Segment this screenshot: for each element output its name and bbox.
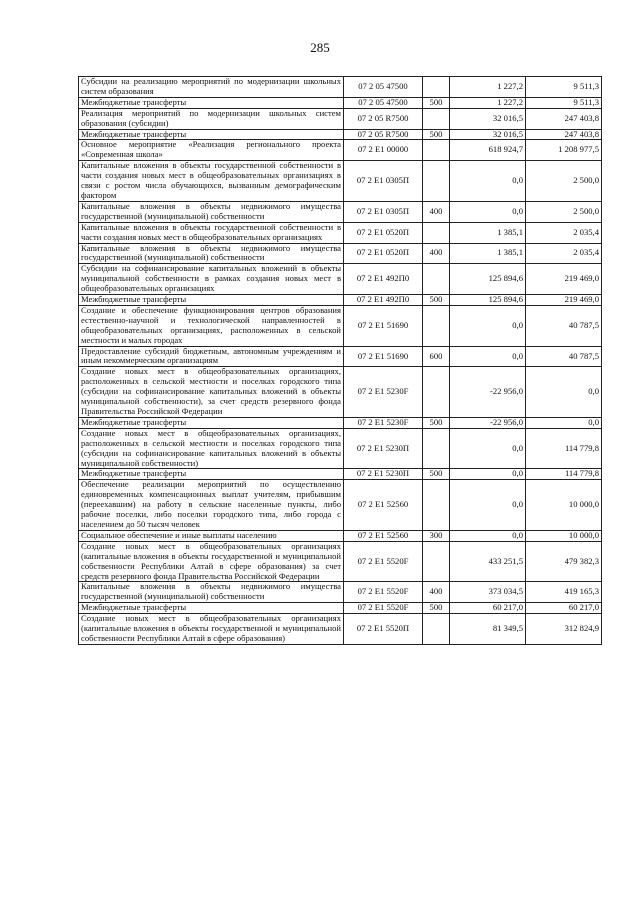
expense-type-cell: 500 [423,295,450,306]
expense-type-cell: 500 [423,469,450,480]
row-name-cell: Субсидии на софинансирование капитальных вложений в объекты муниципальной собственности в рамках создания новых мест в общеобразовательных организациях [79,264,344,295]
amount-year2-cell: 114 779,8 [526,469,602,480]
table-row [79,243,602,264]
row-name-cell: Межбюджетные трансферты [79,295,344,306]
table-row [79,417,602,428]
amount-year2-cell: 9 511,3 [526,77,602,98]
amount-year1-cell: 1 227,2 [450,77,526,98]
target-code-cell: 07 2 05 47500 [344,77,423,98]
amount-year1-cell: -22 956,0 [450,417,526,428]
amount-year2-cell: 2 500,0 [526,161,602,202]
table-row [79,77,602,98]
target-code-cell: 07 2 E1 5230F [344,417,423,428]
table-row [79,108,602,129]
expense-type-cell [423,140,450,161]
amount-year2-cell: 2 500,0 [526,201,602,222]
amount-year1-cell: 60 217,0 [450,603,526,614]
table-row [79,603,602,614]
expense-type-cell: 500 [423,97,450,108]
expense-type-cell: 600 [423,346,450,367]
expense-type-cell [423,541,450,582]
page-number: 285 [310,40,330,55]
target-code-cell: 07 2 E1 5520П [344,614,423,645]
target-code-cell: 07 2 E1 00000 [344,140,423,161]
amount-year2-cell: 419 165,3 [526,582,602,603]
amount-year2-cell: 60 217,0 [526,603,602,614]
amount-year2-cell: 0,0 [526,367,602,418]
amount-year1-cell: 125 894,6 [450,264,526,295]
expense-type-cell: 400 [423,201,450,222]
expense-type-cell: 500 [423,603,450,614]
row-name-cell: Межбюджетные трансферты [79,97,344,108]
row-name-cell: Капитальные вложения в объекты недвижимого имущества государственной (муниципальной) собственности [79,582,344,603]
amount-year2-cell: 2 035,4 [526,243,602,264]
target-code-cell: 07 2 05 R7500 [344,108,423,129]
amount-year1-cell: 32 016,5 [450,108,526,129]
expense-type-cell [423,367,450,418]
row-name-cell: Капитальные вложения в объекты недвижимого имущества государственной (муниципальной) собственности [79,243,344,264]
amount-year1-cell: 1 227,2 [450,97,526,108]
amount-year2-cell: 219 469,0 [526,295,602,306]
target-code-cell: 07 2 E1 0305П [344,201,423,222]
row-name-cell: Субсидии на реализацию мероприятий по модернизации школьных систем образования [79,77,344,98]
table-row [79,222,602,243]
expense-type-cell [423,108,450,129]
expense-type-cell [423,428,450,469]
row-name-cell: Обеспечение реализации мероприятий по осуществлению единовременных компенсационных выплат учителям, прибывшим (переехавшим) на работу в сельские населенные пункты, либо рабочие поселки, либо поселки городского типа, либо города с населением до 50 тысяч человек [79,480,344,531]
target-code-cell: 07 2 E1 0305П [344,161,423,202]
amount-year2-cell: 0,0 [526,417,602,428]
table-row [79,428,602,469]
row-name-cell: Создание новых мест в общеобразовательных организациях (капитальные вложения в объекты государственной и муниципальной собственности Республики Алтай в сфере образования) за счет средств резервного фонда Правительства Российской Федерации [79,541,344,582]
amount-year2-cell: 10 000,0 [526,530,602,541]
target-code-cell: 07 2 E1 5230F [344,367,423,418]
table-row [79,97,602,108]
amount-year2-cell: 1 208 977,5 [526,140,602,161]
row-name-cell: Межбюджетные трансферты [79,469,344,480]
budget-table [78,76,602,645]
table-row [79,161,602,202]
amount-year1-cell: 125 894,6 [450,295,526,306]
row-name-cell: Предоставление субсидий бюджетным, автономным учреждениям и иным некоммерческим организациям [79,346,344,367]
target-code-cell: 07 2 E1 492П0 [344,295,423,306]
target-code-cell: 07 2 E1 5230П [344,428,423,469]
table-row [79,469,602,480]
expense-type-cell: 400 [423,582,450,603]
target-code-cell: 07 2 E1 0520П [344,243,423,264]
row-name-cell: Капитальные вложения в объекты государственной собственности в части создания новых мест в общеобразовательных организациях [79,222,344,243]
amount-year1-cell: 0,0 [450,480,526,531]
target-code-cell: 07 2 E1 0520П [344,222,423,243]
table-row [79,530,602,541]
expense-type-cell [423,161,450,202]
amount-year2-cell: 40 787,5 [526,346,602,367]
table-row [79,129,602,140]
target-code-cell: 07 2 05 47500 [344,97,423,108]
table-row [79,305,602,346]
target-code-cell: 07 2 E1 52560 [344,480,423,531]
row-name-cell: Социальное обеспечение и иные выплаты населению [79,530,344,541]
amount-year1-cell: 0,0 [450,161,526,202]
amount-year1-cell: 81 349,5 [450,614,526,645]
target-code-cell: 07 2 E1 5520F [344,541,423,582]
expense-type-cell: 400 [423,243,450,264]
amount-year2-cell: 40 787,5 [526,305,602,346]
target-code-cell: 07 2 E1 5230П [344,469,423,480]
row-name-cell: Реализация мероприятий по модернизации школьных систем образования (субсидии) [79,108,344,129]
table-row [79,346,602,367]
amount-year2-cell: 219 469,0 [526,264,602,295]
target-code-cell: 07 2 E1 492П0 [344,264,423,295]
expense-type-cell: 500 [423,129,450,140]
amount-year2-cell: 10 000,0 [526,480,602,531]
amount-year2-cell: 9 511,3 [526,97,602,108]
table-row [79,614,602,645]
table-row [79,201,602,222]
amount-year2-cell: 114 779,8 [526,428,602,469]
row-name-cell: Капитальные вложения в объекты недвижимого имущества государственной (муниципальной) собственности [79,201,344,222]
row-name-cell: Межбюджетные трансферты [79,129,344,140]
budget-table-body [79,77,602,645]
target-code-cell: 07 2 E1 51690 [344,346,423,367]
expense-type-cell [423,222,450,243]
target-code-cell: 07 2 E1 51690 [344,305,423,346]
amount-year1-cell: 0,0 [450,346,526,367]
row-name-cell: Создание новых мест в общеобразовательных организациях, расположенных в сельской местности и поселках городского типа (субсидии на софинансирование капитальных вложений в объекты муниципальной собственности) [79,428,344,469]
table-row [79,582,602,603]
expense-type-cell [423,480,450,531]
row-name-cell: Капитальные вложения в объекты государственной собственности в части создания новых мест в общеобразовательных организациях в связи с ростом числа обучающихся, вызванным демографическим фактором [79,161,344,202]
table-row [79,480,602,531]
amount-year1-cell: 0,0 [450,428,526,469]
row-name-cell: Создание новых мест в общеобразовательных организациях, расположенных в сельской местности и поселках городского типа (субсидии на софинансирование капитальных вложений в объекты муниципальной собственности), за счет средств резервного фонда Правительства Российской Федерации [79,367,344,418]
amount-year1-cell: 1 385,1 [450,222,526,243]
amount-year2-cell: 2 035,4 [526,222,602,243]
amount-year1-cell: 32 016,5 [450,129,526,140]
amount-year1-cell: 0,0 [450,305,526,346]
amount-year2-cell: 479 382,3 [526,541,602,582]
expense-type-cell [423,614,450,645]
expense-type-cell: 300 [423,530,450,541]
amount-year1-cell: 373 034,5 [450,582,526,603]
table-row [79,367,602,418]
table-row [79,264,602,295]
amount-year1-cell: 618 924,7 [450,140,526,161]
amount-year1-cell: 0,0 [450,201,526,222]
amount-year2-cell: 247 403,8 [526,108,602,129]
row-name-cell: Создание и обеспечение функционирования центров образования естественно-научной и технологической направленностей в общеобразовательных организациях, расположенных в сельской местности и малых городах [79,305,344,346]
amount-year1-cell: 0,0 [450,530,526,541]
amount-year1-cell: 1 385,1 [450,243,526,264]
table-row [79,140,602,161]
target-code-cell: 07 2 E1 5520F [344,603,423,614]
target-code-cell: 07 2 E1 5520F [344,582,423,603]
amount-year2-cell: 247 403,8 [526,129,602,140]
amount-year1-cell: 0,0 [450,469,526,480]
expense-type-cell [423,305,450,346]
row-name-cell: Основное мероприятие «Реализация регионального проекта «Современная школа» [79,140,344,161]
amount-year1-cell: 433 251,5 [450,541,526,582]
expense-type-cell [423,77,450,98]
row-name-cell: Межбюджетные трансферты [79,417,344,428]
amount-year2-cell: 312 824,9 [526,614,602,645]
target-code-cell: 07 2 05 R7500 [344,129,423,140]
expense-type-cell [423,264,450,295]
amount-year1-cell: -22 956,0 [450,367,526,418]
row-name-cell: Создание новых мест в общеобразовательных организациях (капитальные вложения в объекты государственной и муниципальной собственности Республики Алтай в сфере образования) [79,614,344,645]
table-row [79,295,602,306]
row-name-cell: Межбюджетные трансферты [79,603,344,614]
expense-type-cell: 500 [423,417,450,428]
table-row [79,541,602,582]
target-code-cell: 07 2 E1 52560 [344,530,423,541]
